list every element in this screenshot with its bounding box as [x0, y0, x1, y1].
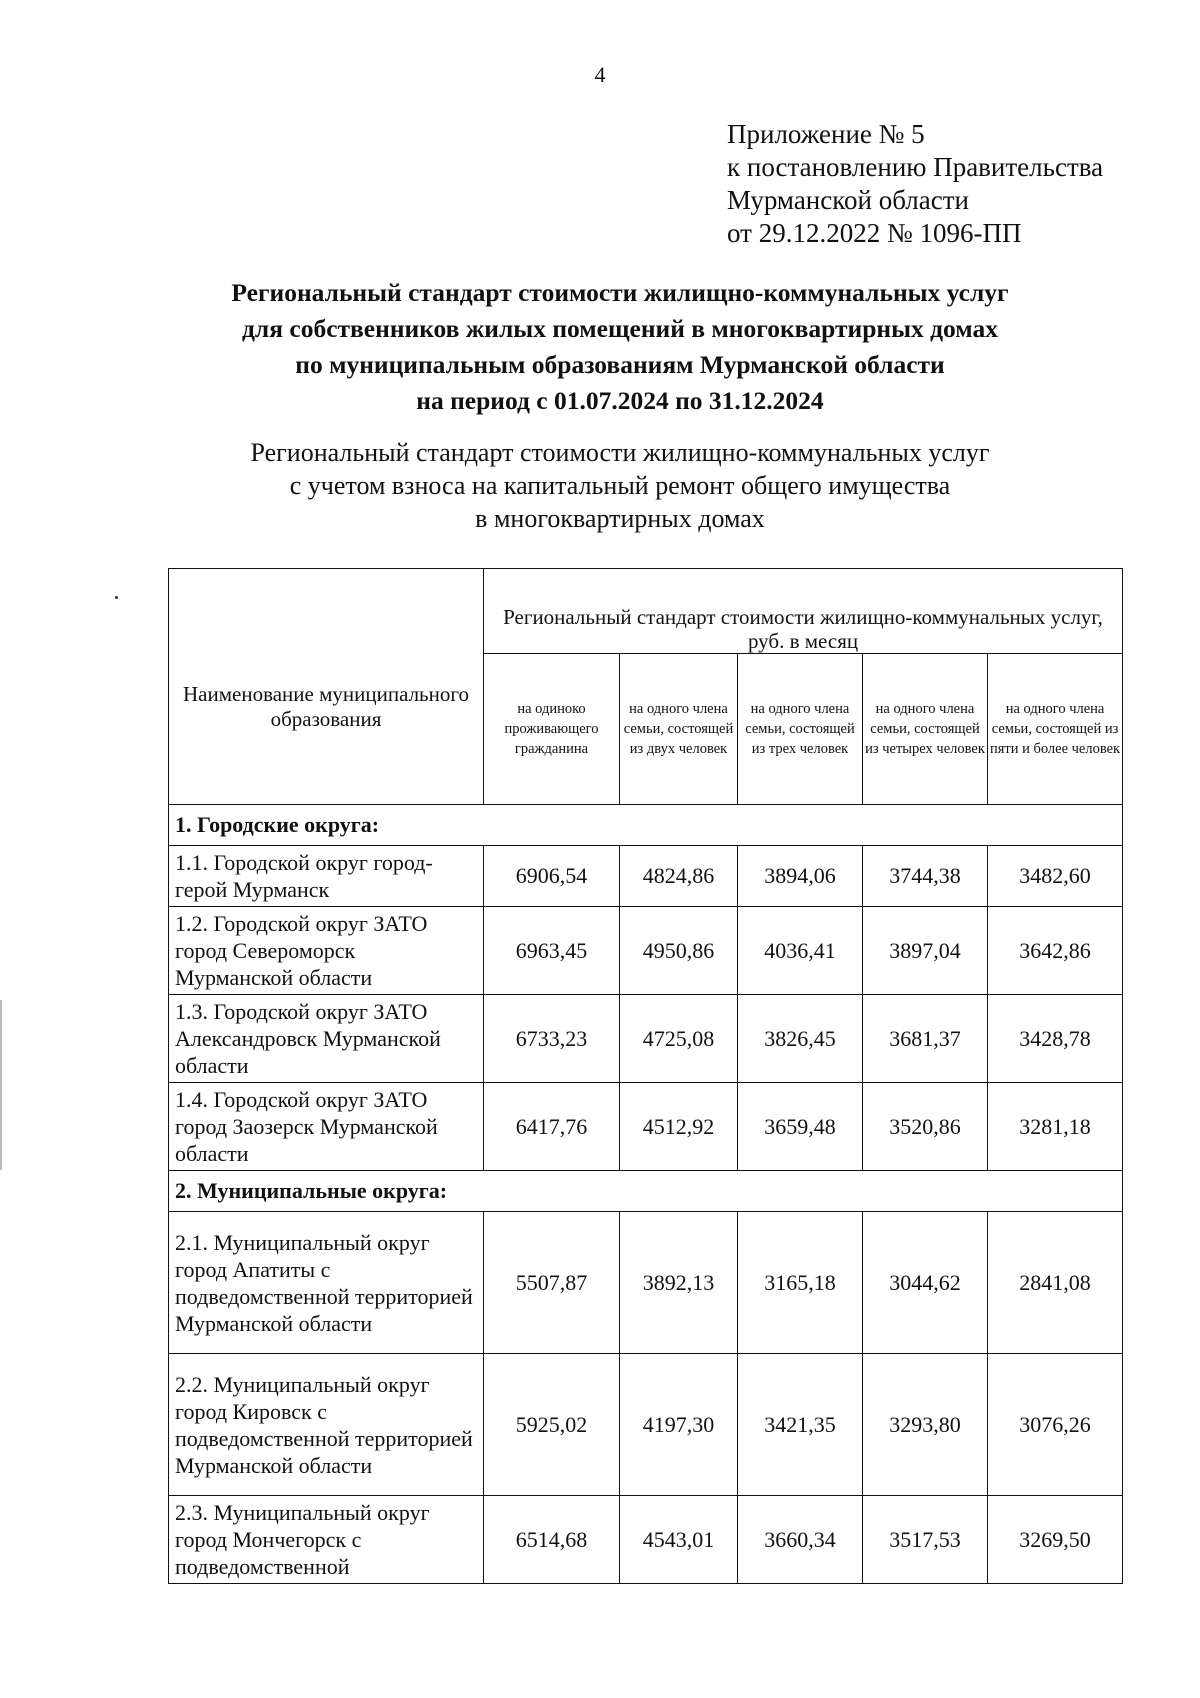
value-cell: 3744,38 [863, 846, 988, 907]
value-cell: 4725,08 [620, 995, 738, 1083]
column-header-single: на одиноко проживающего гражданина [484, 654, 620, 805]
value-cell: 3281,18 [988, 1083, 1123, 1171]
value-cell: 4950,86 [620, 907, 738, 995]
title-line: по муниципальным образованиям Мурманской области [295, 350, 945, 379]
municipality-name: 2.3. Муниципальный округ город Мончегорск с подведомственной [169, 1496, 484, 1584]
standard-group-header: Региональный стандарт стоимости жилищно-коммунальных услуг, руб. в месяц [484, 569, 1123, 654]
value-cell: 3642,86 [988, 907, 1123, 995]
caption-line: Региональный стандарт стоимости жилищно-коммунальных услуг [250, 438, 990, 467]
value-cell: 3428,78 [988, 995, 1123, 1083]
appendix-line: к постановлению Правительства [727, 152, 1104, 182]
table-caption [150, 436, 1090, 535]
appendix-reference [727, 118, 1103, 250]
value-cell: 4036,41 [738, 907, 863, 995]
table-row [169, 1496, 1123, 1584]
value-cell: 3421,35 [738, 1354, 863, 1496]
appendix-line: Мурманской области [727, 185, 969, 215]
table-row [169, 995, 1123, 1083]
header-row [169, 569, 1123, 654]
value-cell: 3681,37 [863, 995, 988, 1083]
value-cell: 6514,68 [484, 1496, 620, 1584]
value-cell: 3165,18 [738, 1212, 863, 1354]
municipality-column-header: Наименование муниципального образования [169, 569, 484, 805]
document-title [150, 275, 1090, 419]
page-number: 4 [594, 62, 606, 87]
appendix-line: Приложение № 5 [727, 119, 925, 149]
municipality-name: 2.1. Муниципальный округ город Апатиты с подведомственной территорией Мурманской области [169, 1212, 484, 1354]
municipality-name: 1.3. Городской округ ЗАТО Александровск Мурманской области [169, 995, 484, 1083]
value-cell: 4512,92 [620, 1083, 738, 1171]
value-cell: 6733,23 [484, 995, 620, 1083]
municipality-name: 1.4. Городской округ ЗАТО город Заозерск Мурманской области [169, 1083, 484, 1171]
value-cell: 3892,13 [620, 1212, 738, 1354]
value-cell: 3482,60 [988, 846, 1123, 907]
title-line: Региональный стандарт стоимости жилищно-коммунальных услуг [231, 278, 1009, 307]
column-header-five-plus: на одного члена семьи, состоящей из пяти и более человек [988, 654, 1123, 805]
value-cell: 3520,86 [863, 1083, 988, 1171]
caption-line: в многоквартирных домах [475, 504, 765, 533]
value-cell: 3044,62 [863, 1212, 988, 1354]
column-header-three: на одного члена семьи, состоящей из трех человек [738, 654, 863, 805]
value-cell: 6963,45 [484, 907, 620, 995]
title-line: на период с 01.07.2024 по 31.12.2024 [416, 386, 824, 415]
value-cell: 3897,04 [863, 907, 988, 995]
value-cell: 5507,87 [484, 1212, 620, 1354]
value-cell: 3826,45 [738, 995, 863, 1083]
value-cell: 3660,34 [738, 1496, 863, 1584]
scan-edge-mark [0, 1000, 2, 1170]
appendix-line: от 29.12.2022 № 1096-ПП [727, 218, 1022, 248]
value-cell: 3269,50 [988, 1496, 1123, 1584]
scan-speck [115, 596, 118, 599]
section-row [169, 1171, 1123, 1212]
cost-standard-table [168, 568, 1123, 1584]
value-cell: 4197,30 [620, 1354, 738, 1496]
title-line: для собственников жилых помещений в многоквартирных домах [242, 314, 998, 343]
municipality-name: 1.1. Городской округ город-герой Мурманск [169, 846, 484, 907]
table-row [169, 1083, 1123, 1171]
value-cell: 3659,48 [738, 1083, 863, 1171]
value-cell: 4543,01 [620, 1496, 738, 1584]
column-header-four: на одного члена семьи, состоящей из четырех человек [863, 654, 988, 805]
table-row [169, 907, 1123, 995]
value-cell: 5925,02 [484, 1354, 620, 1496]
value-cell: 4824,86 [620, 846, 738, 907]
caption-line: с учетом взноса на капитальный ремонт общего имущества [289, 471, 951, 500]
value-cell: 6906,54 [484, 846, 620, 907]
value-cell: 3293,80 [863, 1354, 988, 1496]
section-title: 1. Городские округа: [169, 805, 1123, 846]
table-row [169, 1212, 1123, 1354]
value-cell: 3894,06 [738, 846, 863, 907]
table-row [169, 1354, 1123, 1496]
municipality-name: 2.2. Муниципальный округ город Кировск с подведомственной территорией Мурманской области [169, 1354, 484, 1496]
column-header-two: на одного члена семьи, состоящей из двух человек [620, 654, 738, 805]
table-row [169, 846, 1123, 907]
section-title: 2. Муниципальные округа: [169, 1171, 1123, 1212]
value-cell: 3517,53 [863, 1496, 988, 1584]
municipality-name: 1.2. Городской округ ЗАТО город Североморск Мурманской области [169, 907, 484, 995]
section-row [169, 805, 1123, 846]
value-cell: 3076,26 [988, 1354, 1123, 1496]
value-cell: 2841,08 [988, 1212, 1123, 1354]
value-cell: 6417,76 [484, 1083, 620, 1171]
